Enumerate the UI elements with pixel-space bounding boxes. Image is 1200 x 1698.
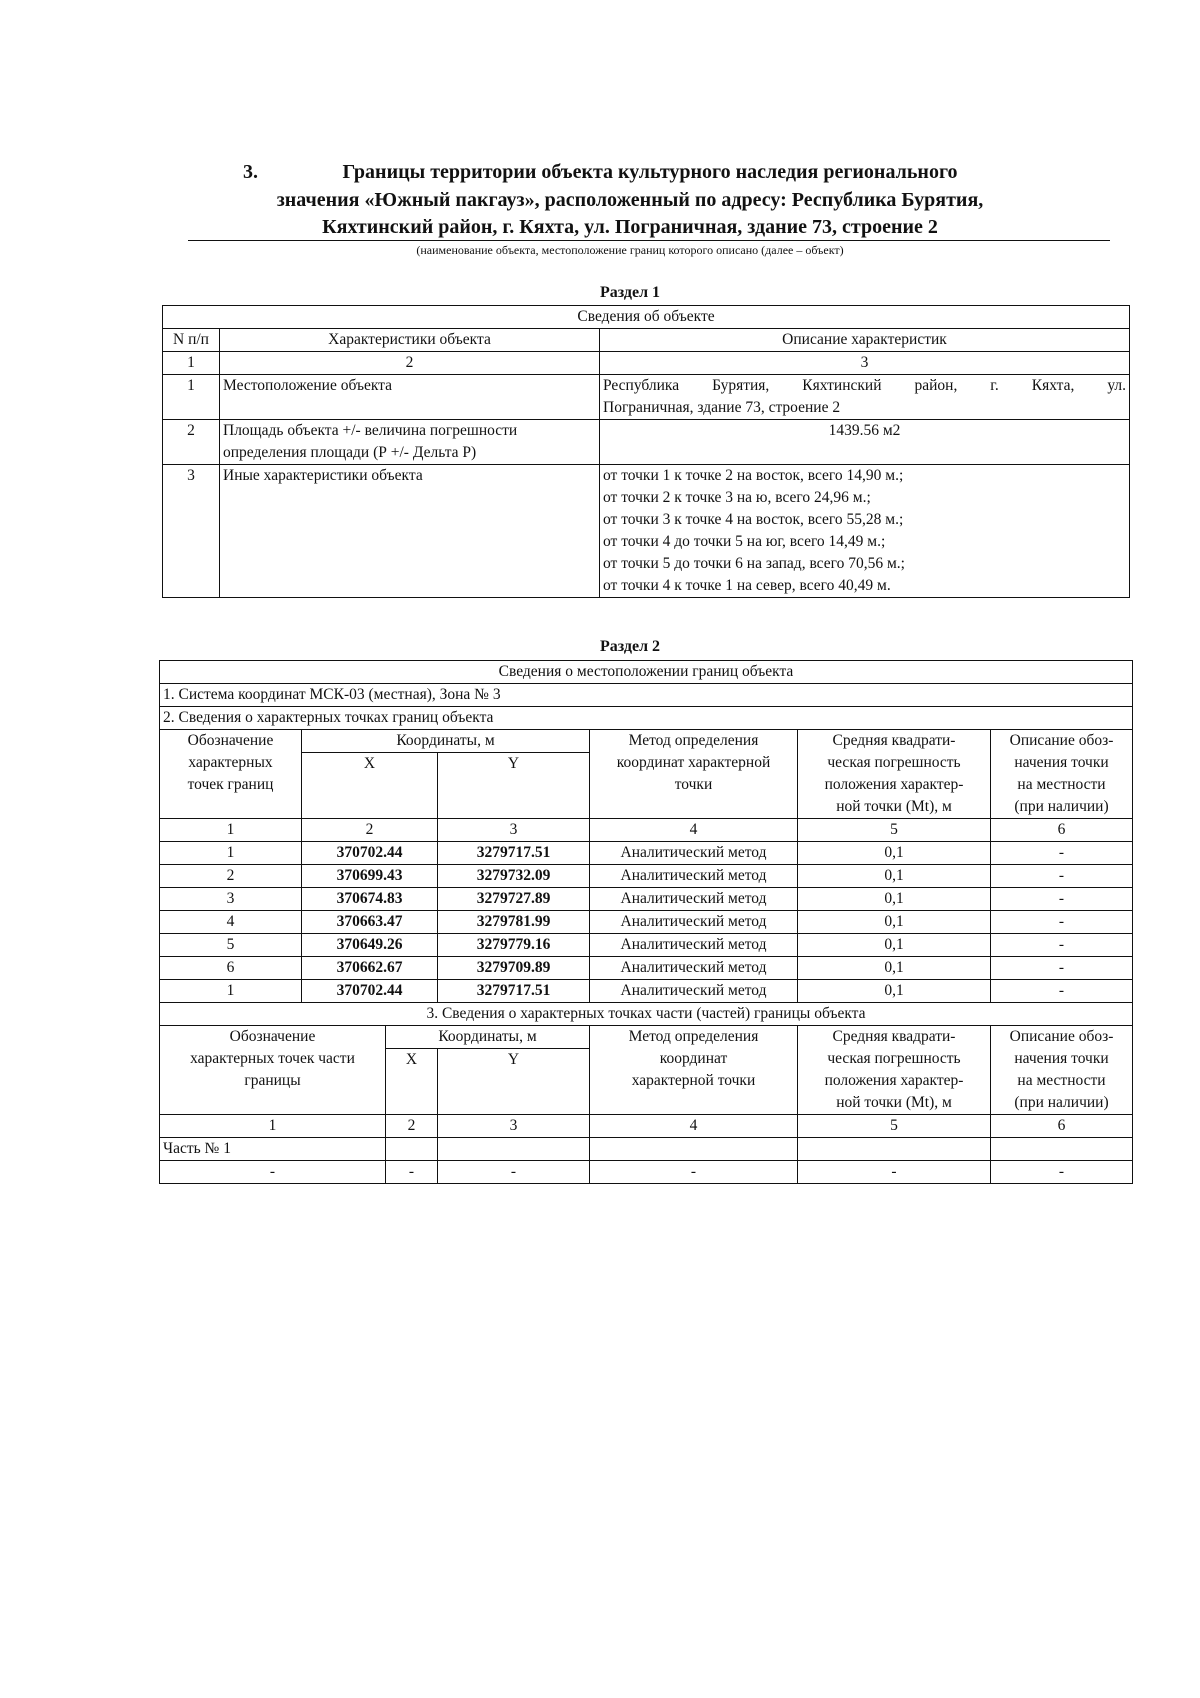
point-id: 6: [160, 957, 302, 980]
point-y: 3279717.51: [438, 980, 590, 1003]
header-line: Описание обоз-: [1009, 732, 1114, 749]
point-method: Аналитический метод: [590, 911, 798, 934]
header-line: на местности: [1017, 1072, 1106, 1089]
col-number: 5: [798, 819, 991, 842]
point-y: 3279732.09: [438, 865, 590, 888]
table-row: [163, 420, 1130, 465]
header-line: начения точки: [1014, 1050, 1109, 1067]
part-cell: -: [798, 1161, 991, 1184]
header-line: точки: [674, 776, 713, 793]
point-id: 5: [160, 934, 302, 957]
col-header-characteristics: Характеристики объекта: [220, 329, 600, 352]
name-line: определения площади (Р +/- Дельта Р): [223, 444, 477, 461]
point-id: 1: [160, 980, 302, 1003]
point-x: 370702.44: [302, 980, 438, 1003]
header-desc-part: [991, 1026, 1133, 1115]
point-desc: -: [991, 842, 1133, 865]
point-desc: -: [991, 911, 1133, 934]
col-number: 6: [991, 1115, 1133, 1138]
point-method: Аналитический метод: [590, 842, 798, 865]
header-coords: Координаты, м: [302, 730, 590, 753]
header-line: (при наличии): [1014, 798, 1109, 815]
section-1-title: Раздел 1: [599, 284, 661, 301]
part-row: [160, 1161, 1133, 1184]
table-row: [160, 911, 1133, 934]
row-number: 2: [163, 420, 220, 465]
point-y: 3279779.16: [438, 934, 590, 957]
table-row: [163, 465, 1130, 598]
desc-line: от точки 2 к точке 3 на ю, всего 24,96 м.;: [603, 489, 871, 506]
heading-text-1: Границы территории объекта культурного наследия регионального: [342, 161, 958, 183]
header-line: (при наличии): [1014, 1094, 1109, 1111]
point-desc: -: [991, 980, 1133, 1003]
desc-line: Республика Бурятия, Кяхтинский район, г. Кяхта, ул.: [603, 377, 1126, 394]
header-line: Обозначение: [187, 732, 274, 749]
point-method: Аналитический метод: [590, 980, 798, 1003]
col-number: 3: [600, 352, 1130, 375]
header-error-part: [798, 1026, 991, 1115]
header-x-part: X: [386, 1049, 438, 1115]
point-x: 370662.67: [302, 957, 438, 980]
table-row: [160, 888, 1133, 911]
header-line: начения точки: [1014, 754, 1109, 771]
row-description: [600, 375, 1130, 420]
part-cell: -: [590, 1161, 798, 1184]
table-row: [160, 980, 1133, 1003]
point-method: Аналитический метод: [590, 934, 798, 957]
col-number: 5: [798, 1115, 991, 1138]
desc-line: от точки 4 до точки 5 на юг, всего 14,49 м.;: [603, 533, 886, 550]
row-description: [600, 465, 1130, 598]
header-line: ческая погрешность: [827, 754, 961, 771]
header-designation: [160, 730, 302, 819]
desc-line: от точки 4 к точке 1 на север, всего 40,49 м.: [603, 577, 891, 594]
point-desc: -: [991, 865, 1133, 888]
header-line: координат характерной: [616, 754, 771, 771]
header-y-part: Y: [438, 1049, 590, 1115]
header-line: границы: [244, 1072, 301, 1089]
row-number: 1: [163, 375, 220, 420]
table-row: [160, 842, 1133, 865]
empty-cell: [798, 1138, 991, 1161]
point-method: Аналитический метод: [590, 957, 798, 980]
col-number: 6: [991, 819, 1133, 842]
heading-caption: (наименование объекта, местоположение границ которого описано (далее – объект): [416, 243, 844, 257]
header-line: ческая погрешность: [827, 1050, 961, 1067]
row-description: 1439.56 м2: [600, 420, 1130, 465]
col-number: 3: [438, 1115, 590, 1138]
point-mt: 0,1: [798, 934, 991, 957]
table-row: [163, 375, 1130, 420]
header-line: ной точки (Mt), м: [836, 1094, 952, 1111]
empty-cell: [590, 1138, 798, 1161]
table-row: [160, 934, 1133, 957]
empty-cell: [438, 1138, 590, 1161]
point-y: 3279727.89: [438, 888, 590, 911]
header-line: Средняя квадрати-: [832, 732, 956, 749]
row-name: [220, 420, 600, 465]
table-row: [160, 957, 1133, 980]
point-y: 3279717.51: [438, 842, 590, 865]
empty-cell: [991, 1138, 1133, 1161]
point-id: 3: [160, 888, 302, 911]
header-line: Описание обоз-: [1009, 1028, 1114, 1045]
point-desc: -: [991, 888, 1133, 911]
point-y: 3279709.89: [438, 957, 590, 980]
name-line: Площадь объекта +/- величина погрешности: [223, 422, 518, 439]
point-desc: -: [991, 957, 1133, 980]
header-line: Обозначение: [229, 1028, 316, 1045]
header-line: Средняя квадрати-: [832, 1028, 956, 1045]
point-id: 1: [160, 842, 302, 865]
header-line: Метод определения: [628, 1028, 759, 1045]
row-name: Иные характеристики объекта: [220, 465, 600, 598]
points-title: 2. Сведения о характерных точках границ объекта: [160, 707, 1133, 730]
header-method: [590, 730, 798, 819]
row-name: Местоположение объекта: [220, 375, 600, 420]
col-number: 1: [160, 1115, 386, 1138]
col-number: 2: [220, 352, 600, 375]
object-info-table: [162, 305, 1130, 598]
section-2-title: Раздел 2: [599, 638, 661, 655]
col-number: 4: [590, 1115, 798, 1138]
point-id: 4: [160, 911, 302, 934]
part-cell: -: [991, 1161, 1133, 1184]
section-number: 3.: [243, 161, 258, 183]
header-coords-part: Координаты, м: [386, 1026, 590, 1049]
desc-line: от точки 3 к точке 4 на восток, всего 55,28 м.;: [603, 511, 904, 528]
point-x: 370699.43: [302, 865, 438, 888]
point-method: Аналитический метод: [590, 888, 798, 911]
point-y: 3279781.99: [438, 911, 590, 934]
point-mt: 0,1: [798, 957, 991, 980]
header-desc: [991, 730, 1133, 819]
parts-title: 3. Сведения о характерных точках части (частей) границы объекта: [160, 1003, 1133, 1026]
header-line: положения характер-: [824, 1072, 964, 1089]
header-line: ной точки (Mt), м: [836, 798, 952, 815]
header-error: [798, 730, 991, 819]
point-x: 370674.83: [302, 888, 438, 911]
boundary-table: [159, 660, 1133, 1184]
point-mt: 0,1: [798, 888, 991, 911]
point-x: 370663.47: [302, 911, 438, 934]
col-number: 2: [302, 819, 438, 842]
heading-line-3: Кяхтинский район, г. Кяхта, ул. Пограничная, здание 73, строение 2: [322, 216, 938, 238]
empty-cell: [386, 1138, 438, 1161]
col-number: 1: [163, 352, 220, 375]
desc-line: от точки 5 до точки 6 на запад, всего 70,56 м.;: [603, 555, 905, 572]
header-line: характерной точки: [631, 1072, 756, 1089]
desc-line: от точки 1 к точке 2 на восток, всего 14,90 м.;: [603, 467, 904, 484]
coord-system: 1. Система координат МСК-03 (местная), Зона № 3: [160, 684, 1133, 707]
row-number: 3: [163, 465, 220, 598]
heading-underline: [188, 240, 1110, 241]
header-designation-part: [160, 1026, 386, 1115]
header-method-part: [590, 1026, 798, 1115]
table-title: Сведения об объекте: [163, 306, 1130, 329]
point-mt: 0,1: [798, 911, 991, 934]
header-x: X: [302, 753, 438, 819]
part-cell: -: [438, 1161, 590, 1184]
header-line: точек границ: [187, 776, 274, 793]
col-number: 2: [386, 1115, 438, 1138]
point-mt: 0,1: [798, 865, 991, 888]
point-method: Аналитический метод: [590, 865, 798, 888]
header-line: характерных точек части: [190, 1050, 355, 1067]
col-number: 1: [160, 819, 302, 842]
heading-line-1: [150, 158, 1110, 186]
point-x: 370649.26: [302, 934, 438, 957]
part-cell: -: [160, 1161, 386, 1184]
header-y: Y: [438, 753, 590, 819]
point-mt: 0,1: [798, 842, 991, 865]
col-header-description: Описание характеристик: [600, 329, 1130, 352]
table-title: Сведения о местоположении границ объекта: [160, 661, 1133, 684]
part-label: Часть № 1: [160, 1138, 386, 1161]
point-x: 370702.44: [302, 842, 438, 865]
point-mt: 0,1: [798, 980, 991, 1003]
header-line: Метод определения: [628, 732, 759, 749]
header-line: характерных: [188, 754, 273, 771]
header-line: на местности: [1017, 776, 1106, 793]
col-number: 4: [590, 819, 798, 842]
header-line: координат: [659, 1050, 728, 1067]
desc-line: Пограничная, здание 73, строение 2: [603, 399, 841, 416]
header-line: положения характер-: [824, 776, 964, 793]
col-number: 3: [438, 819, 590, 842]
point-id: 2: [160, 865, 302, 888]
part-cell: -: [386, 1161, 438, 1184]
col-header-n: N п/п: [163, 329, 220, 352]
heading-line-2: значения «Южный пакгауз», расположенный по адресу: Республика Бурятия,: [276, 189, 984, 211]
table-row: [160, 865, 1133, 888]
point-desc: -: [991, 934, 1133, 957]
